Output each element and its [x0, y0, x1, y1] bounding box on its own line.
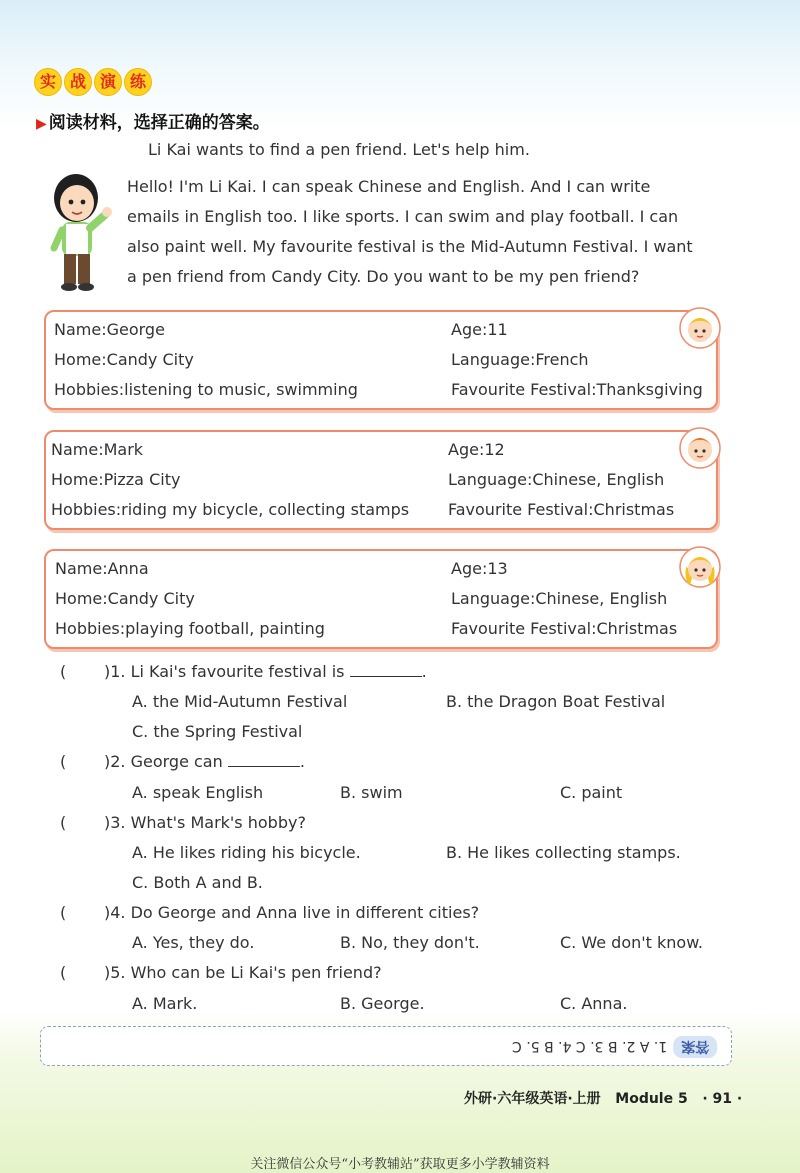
card-age: Age:12	[448, 440, 505, 459]
option: B. swim	[340, 783, 403, 802]
card-name: Name:George	[54, 320, 165, 339]
option: A. the Mid-Autumn Festival	[132, 692, 348, 711]
option: B. the Dragon Boat Festival	[446, 692, 666, 711]
page-number: · 91 ·	[702, 1091, 743, 1107]
card-home: Home:Candy City	[55, 589, 195, 608]
instruction-text: 阅读材料，选择正确的答案。	[48, 113, 270, 133]
badge-char: 战	[64, 68, 92, 96]
card-hobbies: Hobbies:listening to music, swimming	[54, 380, 358, 399]
answer-text: 1. A 2. B 3. C 4. B 5. C	[511, 1038, 667, 1054]
card-festival: Favourite Festival:Christmas	[451, 619, 678, 638]
option: A. Mark.	[132, 994, 198, 1013]
question-1	[104, 662, 427, 681]
card-name: Name:Anna	[55, 559, 149, 578]
george-avatar-icon	[678, 306, 722, 350]
passage-line: also paint well. My favourite festival is the Mid-Autumn Festival. I want	[127, 237, 693, 256]
option: B. No, they don't.	[340, 933, 480, 952]
question-stem: )2. George can	[104, 752, 223, 771]
mark-avatar-icon	[678, 426, 722, 470]
answer-paren: (	[60, 662, 67, 681]
passage-line: a pen friend from Candy City. Do you want to be my pen friend?	[127, 267, 640, 286]
option: C. Both A and B.	[132, 873, 263, 892]
question-5: )5. Who can be Li Kai's pen friend?	[104, 963, 382, 982]
triangle-marker-icon: ▶	[36, 116, 47, 132]
module-label: Module 5	[615, 1091, 688, 1107]
question-2	[104, 752, 305, 771]
answer-key	[512, 1036, 717, 1058]
li-kai-passage	[127, 172, 705, 292]
option: B. George.	[340, 994, 425, 1013]
profile-card-george	[44, 310, 718, 410]
answer-paren: (	[60, 752, 67, 771]
stem-end: .	[299, 752, 305, 771]
answer-paren: (	[60, 903, 67, 922]
page-footer	[464, 1088, 742, 1108]
answer-blank[interactable]	[350, 664, 422, 677]
answer-paren: (	[60, 813, 67, 832]
card-name: Name:Mark	[51, 440, 144, 459]
question-3: )3. What's Mark's hobby?	[104, 813, 306, 832]
badge-char: 练	[124, 68, 152, 96]
card-hobbies: Hobbies:riding my bicycle, collecting stamps	[51, 500, 410, 519]
card-language: Language:Chinese, English	[448, 470, 665, 489]
card-home: Home:Candy City	[54, 350, 194, 369]
anna-avatar-icon	[678, 545, 722, 589]
instruction	[36, 108, 270, 133]
card-festival: Favourite Festival:Thanksgiving	[451, 380, 703, 399]
passage-line: Hello! I'm Li Kai. I can speak Chinese and English. And I can write	[127, 177, 651, 196]
profile-card-mark	[44, 430, 718, 530]
option: C. Anna.	[560, 994, 628, 1013]
option: C. paint	[560, 783, 623, 802]
question-stem: )1. Li Kai's favourite festival is	[104, 662, 345, 681]
profile-card-anna	[44, 549, 718, 649]
card-age: Age:13	[451, 559, 508, 578]
option: A. Yes, they do.	[132, 933, 255, 952]
badge-char: 演	[94, 68, 122, 96]
boy-illustration	[44, 168, 114, 293]
card-hobbies: Hobbies:playing football, painting	[55, 619, 325, 638]
answer-label: 答案	[673, 1036, 717, 1058]
badge-char: 实	[34, 68, 62, 96]
section-badge	[34, 68, 152, 96]
answer-key-strip	[40, 1026, 732, 1066]
stem-end: .	[421, 662, 427, 681]
answer-paren: (	[60, 963, 67, 982]
option: A. speak English	[132, 783, 264, 802]
answer-blank[interactable]	[228, 754, 300, 767]
bottom-note: 关注微信公众号“小考教辅站”获取更多小学教辅资料	[250, 1157, 550, 1172]
option: A. He likes riding his bicycle.	[132, 843, 361, 862]
book-title: 外研·六年级英语·上册	[464, 1091, 601, 1107]
card-language: Language:Chinese, English	[451, 589, 668, 608]
option: C. We don't know.	[560, 933, 703, 952]
card-festival: Favourite Festival:Christmas	[448, 500, 675, 519]
card-home: Home:Pizza City	[51, 470, 181, 489]
intro-sentence: Li Kai wants to find a pen friend. Let's help him.	[148, 140, 530, 159]
option: B. He likes collecting stamps.	[446, 843, 681, 862]
card-language: Language:French	[451, 350, 589, 369]
option: C. the Spring Festival	[132, 722, 303, 741]
passage-line: emails in English too. I like sports. I can swim and play football. I can	[127, 207, 679, 226]
question-4: )4. Do George and Anna live in different cities?	[104, 903, 480, 922]
card-age: Age:11	[451, 320, 508, 339]
